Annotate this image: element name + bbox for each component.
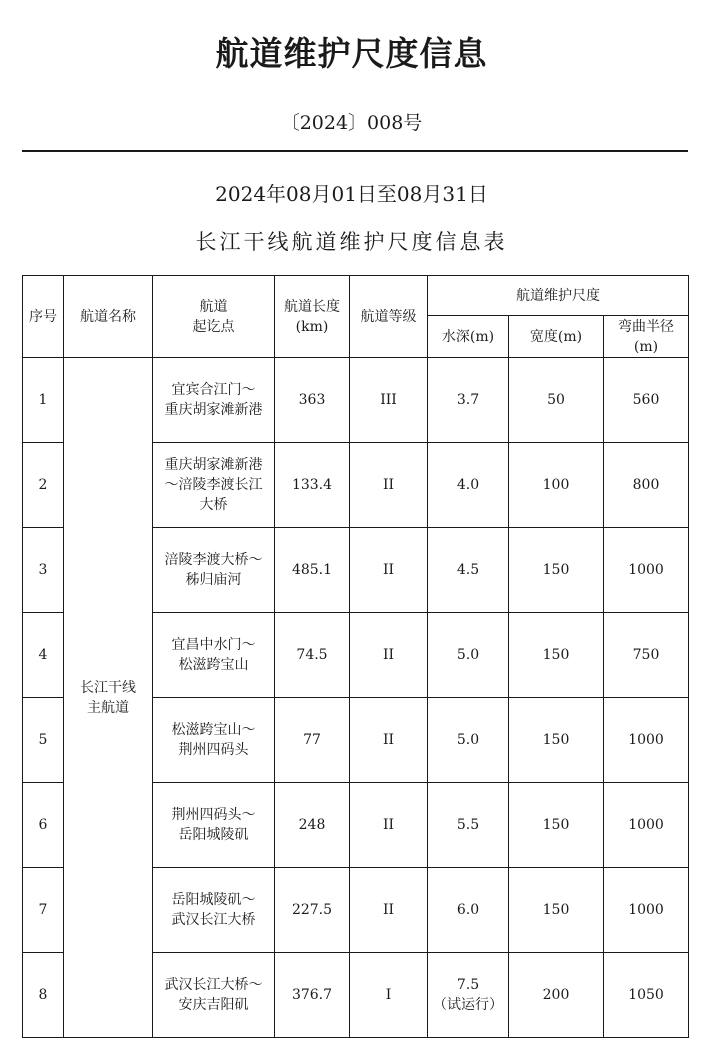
row-section-line: 重庆胡家滩新港	[164, 457, 263, 473]
row-depth-line: 6.0	[456, 902, 480, 918]
row-grade: I	[350, 953, 428, 1038]
row-radius: 800	[604, 443, 689, 528]
row-radius: 750	[604, 613, 689, 698]
row-depth	[428, 443, 509, 528]
row-grade: III	[350, 358, 428, 443]
col-header-section-line2: 起讫点	[192, 318, 235, 335]
row-width: 50	[509, 358, 604, 443]
row-depth	[428, 613, 509, 698]
row-section	[153, 698, 275, 783]
col-header-section	[153, 276, 275, 358]
row-section	[153, 868, 275, 953]
row-section-line: 武汉长江大桥	[171, 912, 256, 928]
row-radius: 1000	[604, 698, 689, 783]
row-grade: II	[350, 528, 428, 613]
col-header-width: 宽度(m)	[509, 316, 604, 358]
row-width: 150	[509, 868, 604, 953]
row-depth	[428, 528, 509, 613]
row-width: 150	[509, 698, 604, 783]
row-section-line: 岳阳城陵矶～	[171, 892, 256, 908]
row-section	[153, 783, 275, 868]
row-length: 376.7	[275, 953, 350, 1038]
row-section	[153, 953, 275, 1038]
maintenance-table	[22, 275, 689, 1038]
header-divider	[22, 150, 688, 152]
row-seq: 3	[23, 528, 64, 613]
col-header-depth: 水深(m)	[428, 316, 509, 358]
table-title: 长江干线航道维护尺度信息表	[195, 230, 508, 254]
row-grade: II	[350, 698, 428, 783]
table-body	[23, 358, 689, 1038]
row-section-line: 重庆胡家滩新港	[164, 402, 263, 418]
page-title: 航道维护尺度信息	[215, 34, 488, 73]
row-seq: 6	[23, 783, 64, 868]
row-section-line: 秭归庙河	[185, 572, 242, 588]
row-depth	[428, 358, 509, 443]
col-header-length	[275, 276, 350, 358]
row-width: 150	[509, 613, 604, 698]
row-depth	[428, 783, 509, 868]
row-section-line: 大桥	[199, 497, 228, 513]
col-header-radius-line2: (m)	[633, 338, 659, 355]
row-section	[153, 358, 275, 443]
row-length: 77	[275, 698, 350, 783]
col-header-grade: 航道等级	[350, 276, 428, 358]
row-depth-line: 7.5	[456, 977, 480, 993]
row-length: 133.4	[275, 443, 350, 528]
row-seq: 5	[23, 698, 64, 783]
row-section-line: 松滋跨宝山～	[171, 722, 256, 738]
row-width: 200	[509, 953, 604, 1038]
row-width: 150	[509, 528, 604, 613]
row-depth-line: 4.5	[456, 562, 480, 578]
row-section-line: ～涪陵李渡长江	[164, 477, 263, 493]
row-section	[153, 443, 275, 528]
row-length: 74.5	[275, 613, 350, 698]
row-seq: 4	[23, 613, 64, 698]
row-radius: 1000	[604, 783, 689, 868]
row-radius: 1000	[604, 868, 689, 953]
row-radius: 1000	[604, 528, 689, 613]
row-seq: 7	[23, 868, 64, 953]
row-depth-line: 5.5	[456, 817, 480, 833]
row-section-line: 涪陵李渡大桥～	[164, 552, 263, 568]
col-header-dimensions: 航道维护尺度	[428, 276, 689, 316]
row-seq: 2	[23, 443, 64, 528]
row-radius: 1050	[604, 953, 689, 1038]
row-radius: 560	[604, 358, 689, 443]
row-section-line: 荆州四码头～	[171, 807, 256, 823]
row-section-line: 荆州四码头	[178, 742, 249, 758]
row-depth-line: 5.0	[456, 647, 480, 663]
row-depth	[428, 953, 509, 1038]
row-grade: II	[350, 443, 428, 528]
row-section-line: 安庆吉阳矶	[178, 997, 249, 1013]
row-grade: II	[350, 613, 428, 698]
col-header-seq: 序号	[23, 276, 64, 358]
row-section-line: 岳阳城陵矶	[178, 827, 249, 843]
col-header-radius	[604, 316, 689, 358]
row-section-line: 宜宾合江门～	[171, 382, 256, 398]
col-header-section-line1: 航道	[199, 298, 228, 315]
row-depth-line: 5.0	[456, 732, 480, 748]
row-section-line: 松滋跨宝山	[178, 657, 249, 673]
table-row	[23, 358, 689, 443]
row-depth	[428, 698, 509, 783]
row-length: 248	[275, 783, 350, 868]
col-header-radius-line1: 弯曲半径	[618, 318, 674, 335]
col-header-length-line1: 航道长度	[284, 298, 340, 315]
row-length: 363	[275, 358, 350, 443]
date-range: 2024年08月01日至08月31日	[215, 182, 488, 206]
row-depth-line: （试运行）	[433, 997, 503, 1013]
col-header-length-line2: (km)	[295, 318, 329, 335]
channel-name-line2: 主航道	[87, 699, 129, 716]
col-header-channel-name: 航道名称	[64, 276, 153, 358]
row-length: 485.1	[275, 528, 350, 613]
channel-name-line1: 长江干线	[80, 679, 136, 696]
row-grade: II	[350, 783, 428, 868]
row-seq: 8	[23, 953, 64, 1038]
document-number: 〔2024〕008号	[280, 112, 423, 134]
row-width: 100	[509, 443, 604, 528]
row-depth	[428, 868, 509, 953]
row-depth-line: 3.7	[456, 392, 480, 408]
row-width: 150	[509, 783, 604, 868]
row-section-line: 宜昌中水门～	[171, 637, 256, 653]
row-length: 227.5	[275, 868, 350, 953]
row-seq: 1	[23, 358, 64, 443]
row-section	[153, 613, 275, 698]
row-section-line: 武汉长江大桥～	[164, 977, 263, 993]
row-grade: II	[350, 868, 428, 953]
channel-name-cell	[64, 358, 153, 1038]
row-section	[153, 528, 275, 613]
row-depth-line: 4.0	[456, 477, 480, 493]
